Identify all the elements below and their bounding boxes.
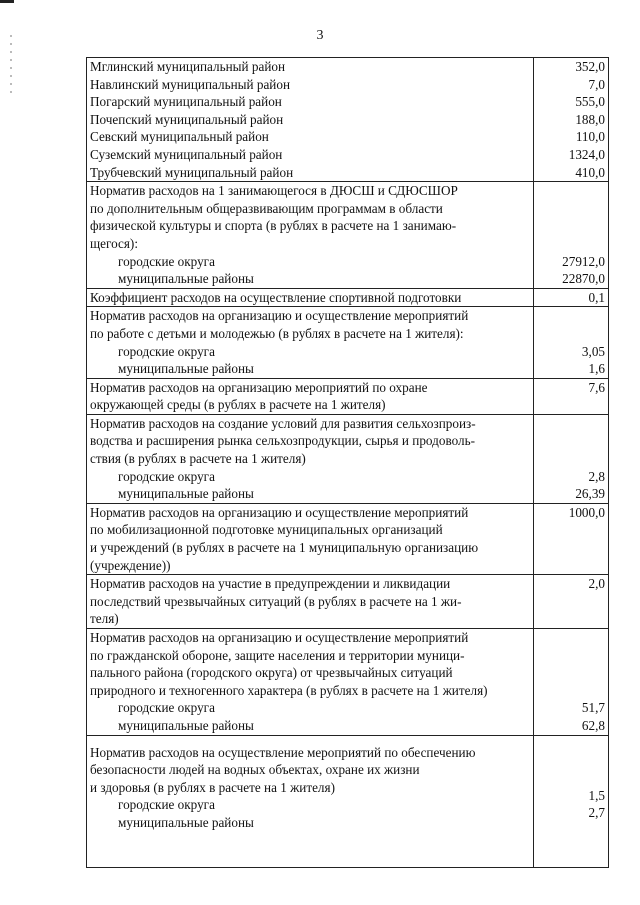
- table-row-environment: [87, 378, 609, 414]
- norm-text-line: ствия (в рублях в расчете на 1 жителя): [90, 451, 306, 467]
- districts-values-cell: [534, 58, 609, 182]
- sub-item-value: 62,8: [581, 717, 605, 733]
- table-row-agriculture: [87, 414, 609, 503]
- sub-item-value: 1,5: [588, 787, 605, 803]
- norm-text-line: и здоровья (в рублях в расчете на 1 жителя): [90, 779, 335, 795]
- sub-item-label: муниципальные районы: [118, 486, 254, 502]
- table-row-districts: [87, 58, 609, 182]
- civil-defense-description: [87, 629, 534, 736]
- emergency-value-cell: [534, 575, 609, 629]
- norm-text-line: водства и расширения рынка сельхозпродукции, сырья и продоволь-: [90, 433, 475, 449]
- district-value: 352,0: [575, 59, 605, 74]
- norm-text-line: Норматив расходов на создание условий для развития сельхозпроиз-: [90, 415, 476, 431]
- mobilization-description: [87, 503, 534, 574]
- table-row-emergency: [87, 575, 609, 629]
- table-row-coefficient: [87, 288, 609, 307]
- table-row-civil-defense: [87, 629, 609, 736]
- norm-text-line: Норматив расходов на участие в предупреждении и ликвидации: [90, 576, 451, 592]
- table-row-mobilization: [87, 503, 609, 574]
- districts-cell: [87, 58, 534, 182]
- district-name: Суземский муниципальный район: [90, 146, 283, 162]
- environment-description: [87, 378, 534, 414]
- sub-item-value: 27912,0: [562, 253, 605, 269]
- district-value: 1324,0: [568, 146, 605, 162]
- environment-value-cell: [534, 378, 609, 414]
- sub-item-value: 26,39: [575, 486, 605, 502]
- youth-values: [534, 307, 609, 378]
- page-number: 3: [316, 28, 324, 43]
- civil-defense-values: [534, 629, 609, 736]
- district-name: Мглинский муниципальный район: [90, 59, 286, 74]
- sub-item-label: городские округа: [118, 700, 215, 716]
- district-value: 410,0: [575, 164, 605, 180]
- norm-text-line: Коэффициент расходов на осуществление спортивной подготовки: [90, 289, 462, 305]
- expense-norms-table: [86, 57, 609, 868]
- norm-value: 1000,0: [568, 504, 605, 520]
- district-name: Навлинский муниципальный район: [90, 76, 291, 92]
- scan-margin-dots: [10, 35, 12, 95]
- norm-value: 2,0: [588, 576, 605, 592]
- norm-text-line: безопасности людей на водных объектах, охране их жизни: [90, 762, 420, 778]
- sub-item-label: муниципальные районы: [118, 717, 254, 733]
- sub-item-label: муниципальные районы: [118, 814, 254, 830]
- district-name: Севский муниципальный район: [90, 129, 269, 145]
- norm-value: 0,1: [588, 289, 605, 305]
- sub-item-label: муниципальные районы: [118, 361, 254, 377]
- norm-text-line: Норматив расходов на организацию и осуществление мероприятий: [90, 504, 469, 520]
- sub-item-value: 1,6: [588, 361, 605, 377]
- norm-text-line: по дополнительным общеразвивающим программам в области: [90, 200, 443, 216]
- norm-text-line: щегося):: [90, 235, 138, 251]
- norm-text-line: окружающей среды (в рублях в расчете на 1 жителя): [90, 397, 386, 413]
- norm-text-line: теля): [90, 611, 119, 627]
- district-name: Погарский муниципальный район: [90, 94, 282, 110]
- norm-text-line: по мобилизационной подготовке муниципальных организаций: [90, 522, 443, 538]
- district-value: 110,0: [575, 129, 605, 145]
- norm-text-line: Норматив расходов на организацию и осуществление мероприятий: [90, 630, 469, 645]
- district-name: Трубчевский муниципальный район: [90, 164, 294, 180]
- norm-text-line: по гражданской обороне, защите населения и территории муници-: [90, 647, 465, 663]
- water-safety-description: [87, 735, 534, 867]
- sub-item-label: городские округа: [118, 253, 215, 269]
- sub-item-value: 51,7: [581, 700, 605, 716]
- sub-item-label: муниципальные районы: [118, 271, 254, 287]
- mobilization-value-cell: [534, 503, 609, 574]
- norm-value: 7,6: [588, 379, 605, 395]
- sub-item-label: городские округа: [118, 797, 215, 813]
- sub-item-label: городские округа: [118, 468, 215, 484]
- norm-text-line: по работе с детьми и молодежью (в рублях в расчете на 1 жителя):: [90, 325, 464, 341]
- coefficient-value-cell: [534, 288, 609, 307]
- water-safety-values: [534, 735, 609, 867]
- district-name: Почепский муниципальный район: [90, 111, 284, 127]
- sub-item-value: 2,7: [588, 805, 605, 821]
- sub-item-value: 22870,0: [562, 271, 605, 287]
- dyussh-description: [87, 182, 534, 289]
- sub-item-value: 3,05: [581, 343, 605, 359]
- district-value: 555,0: [575, 94, 605, 110]
- norm-text-line: Норматив расходов на организацию мероприятий по охране: [90, 379, 428, 395]
- sub-item-label: городские округа: [118, 343, 215, 359]
- district-value: 7,0: [588, 76, 605, 92]
- table-row-dyussh: [87, 182, 609, 289]
- norm-text-line: Норматив расходов на организацию и осуществление мероприятий: [90, 308, 469, 324]
- youth-description: [87, 307, 534, 378]
- district-value: 188,0: [575, 111, 605, 127]
- sub-item-value: 2,8: [588, 468, 605, 484]
- norm-text-line: Норматив расходов на осуществление мероприятий по обеспечению: [90, 744, 476, 760]
- table-row-water-safety: [87, 735, 609, 867]
- table-row-youth: [87, 307, 609, 378]
- norm-text-line: (учреждение)): [90, 557, 171, 573]
- norm-text-line: пального района (городского округа) от чрезвычайных ситуаций: [90, 665, 453, 681]
- norm-text-line: природного и техногенного характера (в рублях в расчете на 1 жителя): [90, 682, 488, 698]
- dyussh-values: [534, 182, 609, 289]
- norm-text-line: и учреждений (в рублях в расчете на 1 муниципальную организацию: [90, 540, 479, 556]
- agriculture-values: [534, 414, 609, 503]
- coefficient-description: [87, 288, 534, 307]
- norm-text-line: физической культуры и спорта (в рублях в расчете на 1 занимаю-: [90, 218, 457, 234]
- norm-text-line: последствий чрезвычайных ситуаций (в рублях в расчете на 1 жи-: [90, 593, 462, 609]
- norm-text-line: Норматив расходов на 1 занимающегося в ДЮСШ и СДЮСШОР: [90, 183, 458, 199]
- scan-edge-mark: [0, 0, 14, 3]
- emergency-description: [87, 575, 534, 629]
- agriculture-description: [87, 414, 534, 503]
